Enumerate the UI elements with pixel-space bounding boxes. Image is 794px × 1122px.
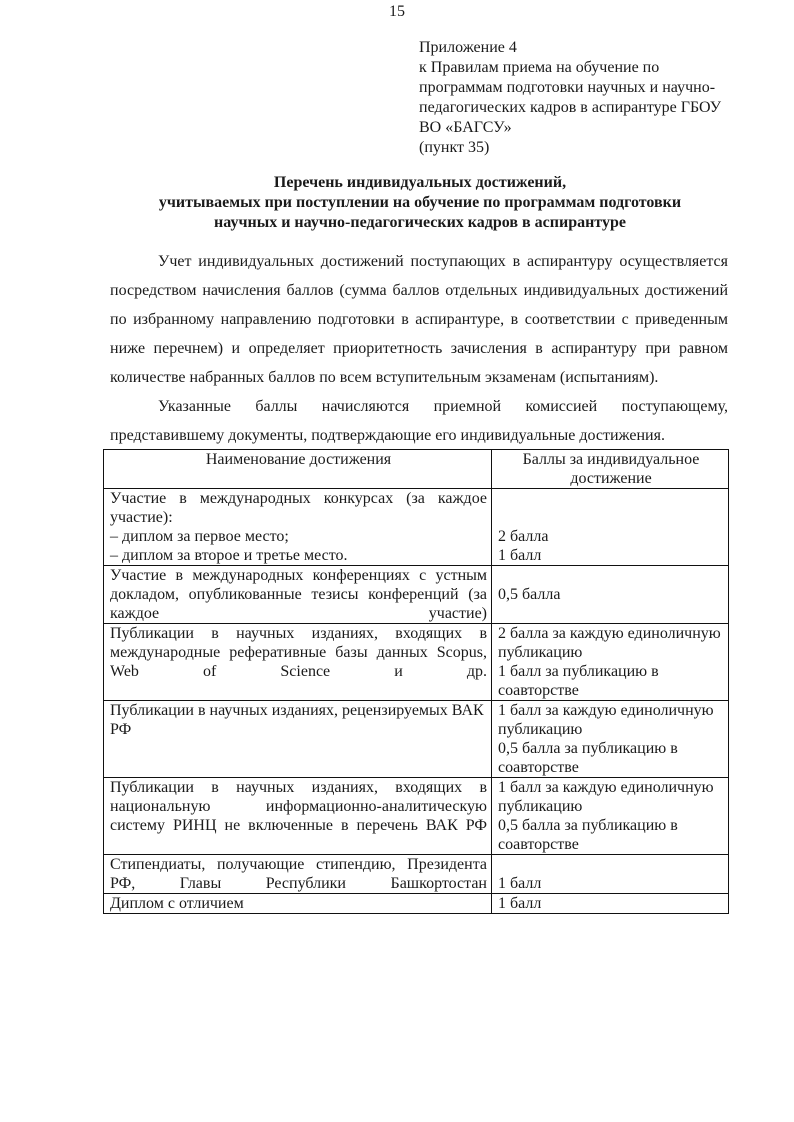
achievement-name-cell: Публикации в научных изданиях, входящих в международные реферативные базы данных Scopus, Web of Science и др. [104, 624, 492, 701]
cell-line: 1 балл за каждую единоличную публикацию [498, 702, 714, 738]
achievement-name-cell [104, 489, 492, 566]
intro-paragraph: Указанные баллы начисляются приемной комиссией поступающему, представившему документы, подтверждающие его индивидуальные достижения. [110, 398, 728, 444]
appendix-line: программам подготовки научных и научно- [419, 79, 716, 96]
cell-line: 2 балла за каждую единоличную публикацию [498, 625, 721, 661]
achievement-name-cell: Стипендиаты, получающие стипендию, Президента РФ, Главы Республики Башкортостан [104, 855, 492, 894]
achievement-name-cell: Участие в международных конференциях с устным докладом, опубликованные тезисы конференций (за каждое участие) [104, 566, 492, 624]
appendix-note [419, 38, 749, 158]
cell-line: 1 балл [498, 547, 542, 564]
header-points: Баллы за индивидуальное достижение [492, 450, 729, 489]
intro-text [110, 247, 728, 450]
header-achievement-name: Наименование достижения [104, 450, 492, 489]
achievement-name-cell: Публикации в научных изданиях, входящих в национальную информационно-аналитическую систему РИНЦ не включенные в перечень ВАК РФ [104, 778, 492, 855]
cell-line: – диплом за второе и третье место. [110, 547, 348, 564]
page-number: 15 [389, 3, 405, 20]
document-title [90, 173, 750, 233]
table-row [104, 894, 729, 914]
cell-line: 1 балл [498, 875, 542, 892]
points-cell [492, 624, 729, 701]
cell-line: 0,5 балла за публикацию в соавторстве [498, 817, 678, 853]
intro-paragraph: Учет индивидуальных достижений поступающих в аспирантуру осуществляется посредством начисления баллов (сумма баллов отдельных индивидуальных достижений по избранному направлению подготовки в аспирантуре, в соответствии с приведенным ниже перечнем) и определяет приоритетность зачисления в аспирантуру при равном количестве набранных баллов по всем вступительным экзаменам (испытаниям). [110, 253, 728, 386]
title-line: учитываемых при поступлении на обучение по программам подготовки [158, 194, 682, 211]
cell-line: 1 балл за публикацию в соавторстве [498, 663, 659, 699]
points-cell [492, 566, 729, 624]
points-cell [492, 778, 729, 855]
achievement-name-cell: Публикации в научных изданиях, рецензируемых ВАК РФ [104, 701, 492, 778]
cell-line: 2 балла [498, 528, 549, 545]
achievements-table [103, 449, 729, 914]
points-cell [492, 855, 729, 894]
table-header-row [104, 450, 729, 489]
title-line: научных и научно-педагогических кадров в аспирантуре [214, 214, 626, 231]
appendix-line: к Правилам приема на обучение по [419, 59, 660, 76]
cell-line: – диплом за первое место; [110, 528, 289, 545]
cell-line: Участие в международных конкурсах (за каждое участие): [110, 490, 487, 526]
points-cell: 1 балл [492, 894, 729, 914]
points-cell [492, 701, 729, 778]
appendix-line: Приложение 4 [419, 39, 517, 56]
appendix-line: педагогических кадров в аспирантуре ГБОУ [419, 99, 722, 116]
table-row [104, 566, 729, 624]
achievement-name-cell: Диплом с отличием [104, 894, 492, 914]
cell-line: 0,5 балла за публикацию в соавторстве [498, 740, 678, 776]
cell-line: 1 балл за каждую единоличную публикацию [498, 779, 714, 815]
points-cell [492, 489, 729, 566]
table-row [104, 489, 729, 566]
table-row [104, 624, 729, 701]
appendix-line: ВО «БАГСУ» [419, 119, 512, 136]
cell-line: 0,5 балла [498, 586, 561, 603]
table-row [104, 701, 729, 778]
appendix-line: (пункт 35) [419, 139, 490, 156]
table-row [104, 855, 729, 894]
table-row [104, 778, 729, 855]
title-line: Перечень индивидуальных достижений, [273, 174, 567, 191]
